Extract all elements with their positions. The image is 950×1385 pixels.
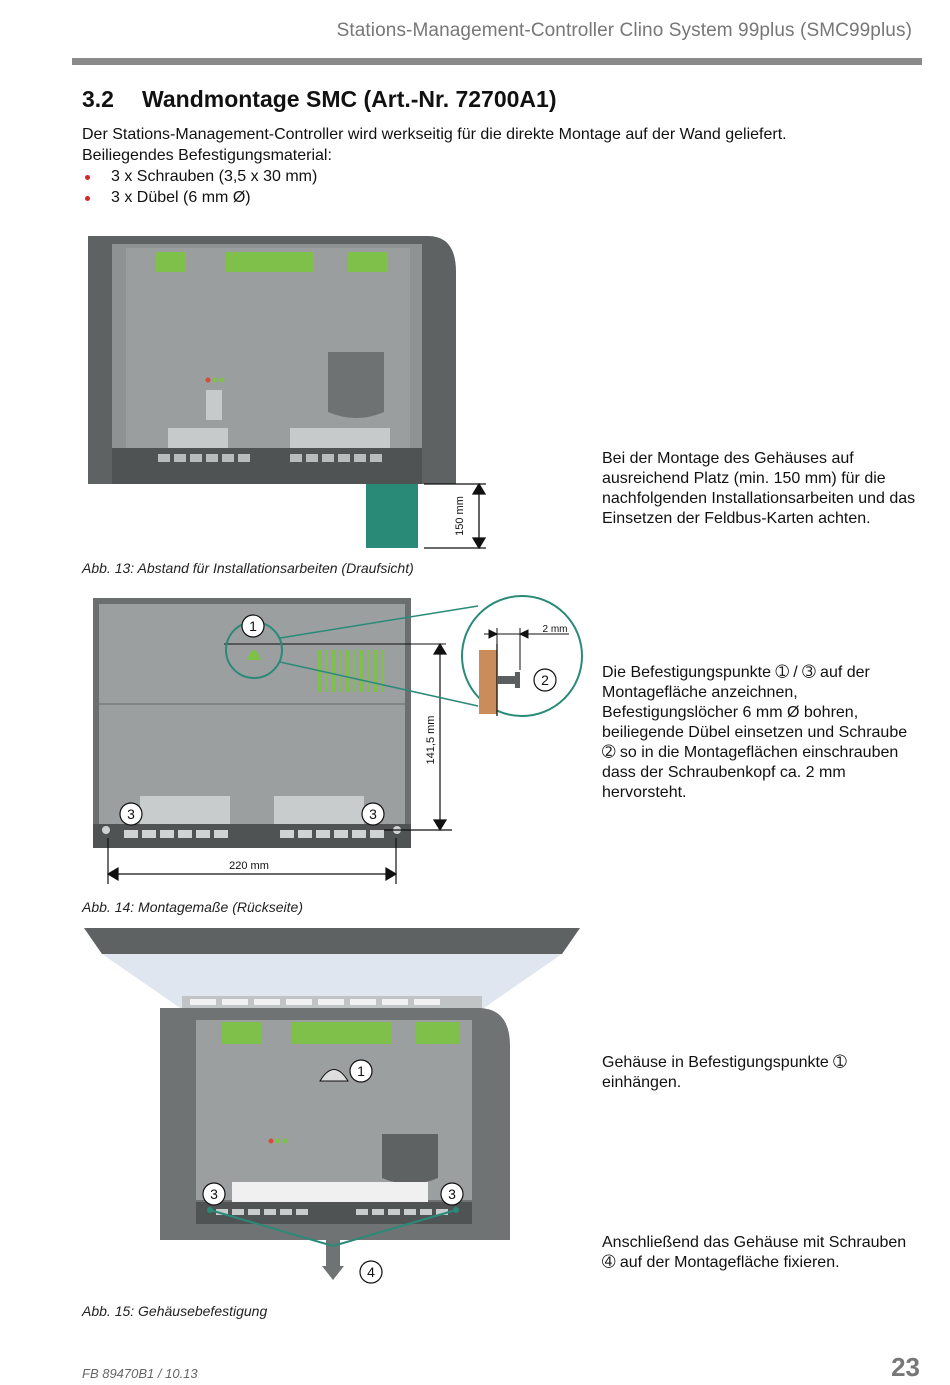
marker-dot — [207, 1207, 213, 1213]
intro-block — [82, 124, 902, 208]
intro-line-2: Beiliegendes Befestigungsmaterial: — [82, 147, 332, 164]
caption-figure-14: Abb. 14: Montagemaße (Rückseite) — [82, 899, 303, 915]
callout-1 — [350, 1060, 372, 1082]
housing-illustration — [88, 236, 456, 484]
material-list — [82, 166, 902, 208]
figure-13-top-view — [84, 232, 494, 552]
wall-hatch — [479, 644, 497, 716]
text-figure-14: Die Befestigungspunkte ➀ / ➂ auf der Montagefläche anzeichnen, Befestigungslöcher 6 mm Ø bohren, beiliegende Dübel einsetzen und Schraube ➁ so in die Montageflächen einschrauben dass der Schraubenkopf ca. 2 mm hervorsteht. — [602, 664, 908, 801]
list-item-text: 3 x Dübel (6 mm Ø) — [111, 189, 251, 206]
page-number: 23 — [891, 1352, 920, 1382]
svg-text:3: 3 — [127, 806, 135, 822]
dimension-label-220: 220 mm — [229, 860, 269, 872]
callout-3-left — [120, 803, 142, 825]
clearance-zone — [366, 484, 418, 548]
svg-text:1: 1 — [249, 618, 257, 634]
intro-line-1: Der Stations-Management-Controller wird werkseitig für die direkte Montage auf der Wand geliefert. — [82, 126, 787, 143]
caption-figure-13: Abb. 13: Abstand für Installationsarbeiten (Draufsicht) — [82, 560, 414, 576]
svg-text:2: 2 — [541, 672, 549, 688]
callout-4 — [360, 1261, 382, 1283]
svg-text:4: 4 — [367, 1264, 375, 1280]
svg-text:3: 3 — [369, 806, 377, 822]
svg-text:3: 3 — [448, 1186, 456, 1202]
marker-dot — [453, 1207, 459, 1213]
callout-1 — [242, 615, 264, 637]
section-heading — [82, 86, 557, 113]
text-figure-15-a: Gehäuse in Befestigungspunkte ➀ einhängen. — [602, 1054, 847, 1091]
header-rule — [72, 58, 922, 65]
text-figure-15-b: Anschließend das Gehäuse mit Schrauben ➃ auf der Montagefläche fixieren. — [602, 1234, 907, 1271]
document-id: FB 89470B1 / 10.13 — [82, 1366, 198, 1381]
dimension-label-141-5: 141,5 mm — [425, 715, 437, 765]
callout-3-right — [362, 803, 384, 825]
list-item-text: 3 x Schrauben (3,5 x 30 mm) — [111, 168, 318, 185]
callout-3-right — [441, 1183, 463, 1205]
running-header: Stations-Management-Controller Clino System 99plus (SMC99plus) — [336, 20, 912, 41]
bullet-icon — [85, 175, 90, 180]
caption-figure-15: Abb. 15: Gehäusebefestigung — [82, 1303, 268, 1319]
open-housing-illustration — [84, 928, 580, 1240]
callout-2 — [534, 669, 556, 691]
callout-3-left — [203, 1183, 225, 1205]
text-figure-13: Bei der Montage des Gehäuses auf ausreichend Platz (min. 150 mm) für die nachfolgenden Installationsarbeiten und das Einsetzen der Feldbus-Karten achten. — [602, 450, 916, 527]
figure-15-mounting — [82, 926, 584, 1288]
svg-text:3: 3 — [210, 1186, 218, 1202]
dimension-label-150: 150 mm — [454, 496, 466, 536]
section-title: Wandmontage SMC (Art.-Nr. 72700A1) — [142, 86, 557, 112]
svg-text:1: 1 — [357, 1063, 365, 1079]
section-number: 3.2 — [82, 86, 114, 112]
list-item — [82, 166, 902, 187]
dimension-label-2mm: 2 mm — [542, 624, 568, 635]
bullet-icon — [85, 196, 90, 201]
figure-14-back-view — [84, 592, 584, 888]
list-item — [82, 187, 902, 208]
